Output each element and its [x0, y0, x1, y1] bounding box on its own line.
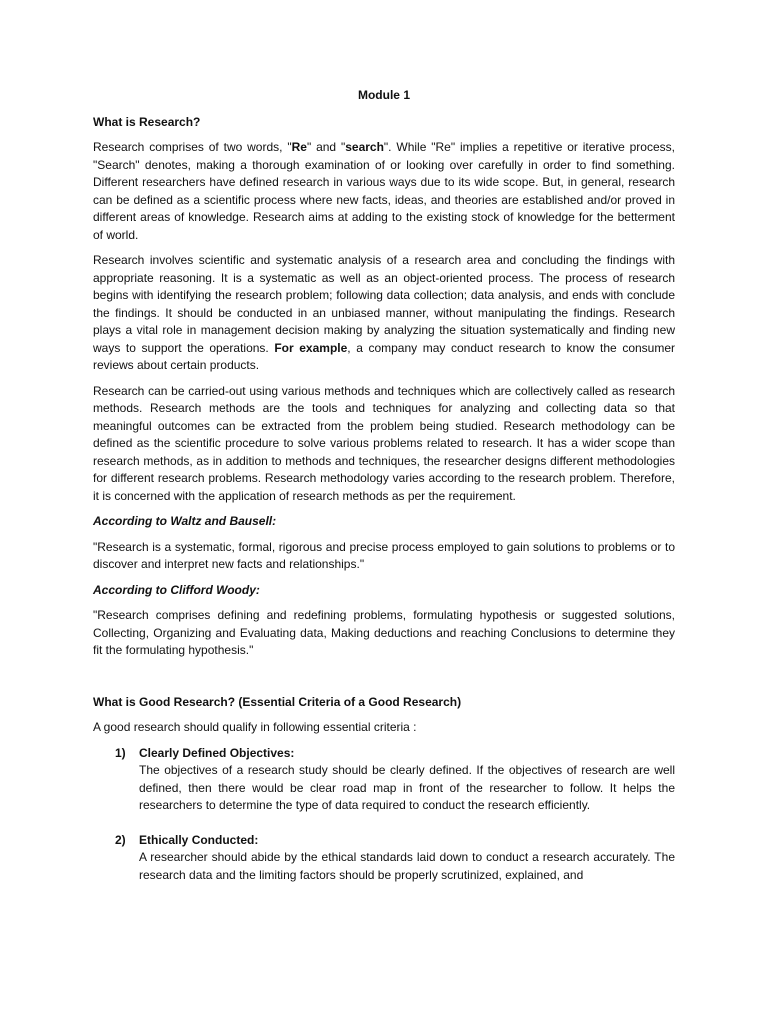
criteria-body — [139, 832, 675, 885]
text-run: ". While "Re" implies a repetitive or iterative process, "Search" denotes, making a thorough examination of or looking over carefully in order to find something. Different researchers have defined research in various ways due to its wide scope. But, in general, research can be defined as a scientific process where new facts, ideas, and theories are established and/or proved in different areas of knowledge. Research aims at adding to the existing stock of knowledge for the betterment of world. — [93, 140, 675, 242]
criteria-body — [139, 745, 675, 815]
bold-term-re: Re — [291, 140, 307, 154]
paragraph-research-definition — [93, 139, 675, 244]
criteria-number: 2) — [115, 832, 126, 847]
paragraph-research-methods: Research can be carried-out using various methods and techniques which are collectively called as research methods. Research methods are the tools and techniques for analyzing and collecting data so that meaningful outcomes can be extracted from the problem being studied. Research methodology can be defined as the scientific procedure to solve various problems related to research. It has a wider scope than research methods, as in addition to methods and techniques, the researcher designs different methodologies for different research problems. Research methodology varies according to the research problem. Therefore, it is concerned with the application of research methods as per the requirement. — [93, 383, 675, 503]
module-title: Module 1 — [357, 88, 410, 102]
criteria-item — [93, 832, 675, 885]
section-heading-good-research: What is Good Research? (Essential Criteria of a Good Research) — [93, 694, 462, 709]
criteria-text: The objectives of a research study should be clearly defined. If the objectives of research are well defined, then there would be clear road map in front of the researcher to follow. It helps the researchers to determine the type of data required to conduct the research efficiently. — [139, 763, 675, 812]
definition-quote-clifford-woody: "Research comprises defining and redefining problems, formulating hypothesis or suggested solutions, Collecting, Organizing and Evaluating data, Making deductions and reaching Conclusions to determine they fit the formulating hypothesis." — [93, 608, 675, 657]
definition-label-waltz-bausell: According to Waltz and Bausell: — [93, 514, 277, 528]
text-run: , a company may conduct research to know the consumer reviews about certain products. — [93, 340, 676, 372]
criteria-item — [93, 745, 675, 815]
criteria-number: 1) — [115, 745, 126, 760]
paragraph-research-process — [93, 252, 675, 375]
bold-term-search: search — [345, 140, 384, 154]
text-run: Research involves scientific and systematic analysis of a research area and concluding the findings with appropriate reasoning. It is a systematic as well as an object-oriented process. The process of research begins with identifying the research problem; following data collection; data analysis, and ends with conclude the findings. It should be conducted in an unbiased manner, without manipulating the findings. Research plays a vital role in management decision making by analyzing the situation systematically and finding new ways to support the operations. — [93, 253, 675, 355]
definition-quote-waltz-bausell: "Research is a systematic, formal, rigorous and precise process employed to gain solutions to problems or to discover and interpret new facts and relationships." — [93, 539, 675, 571]
section-heading-what-is-research: What is Research? — [93, 114, 201, 129]
text-run: " and " — [306, 140, 346, 154]
paragraph-criteria-intro: A good research should qualify in following essential criteria : — [93, 720, 417, 734]
definition-label-clifford-woody: According to Clifford Woody: — [93, 582, 260, 597]
bold-term-for-example: For example — [274, 340, 348, 355]
criteria-text: A researcher should abide by the ethical standards laid down to conduct a research accurately. The research data and the limiting factors should be properly scrutinized, explained, and — [139, 850, 675, 882]
criteria-title: Ethically Conducted: — [139, 832, 259, 847]
text-run: Research comprises of two words, " — [93, 140, 292, 154]
criteria-title: Clearly Defined Objectives: — [139, 745, 295, 760]
document-body — [93, 87, 675, 901]
section-spacer — [93, 668, 675, 694]
